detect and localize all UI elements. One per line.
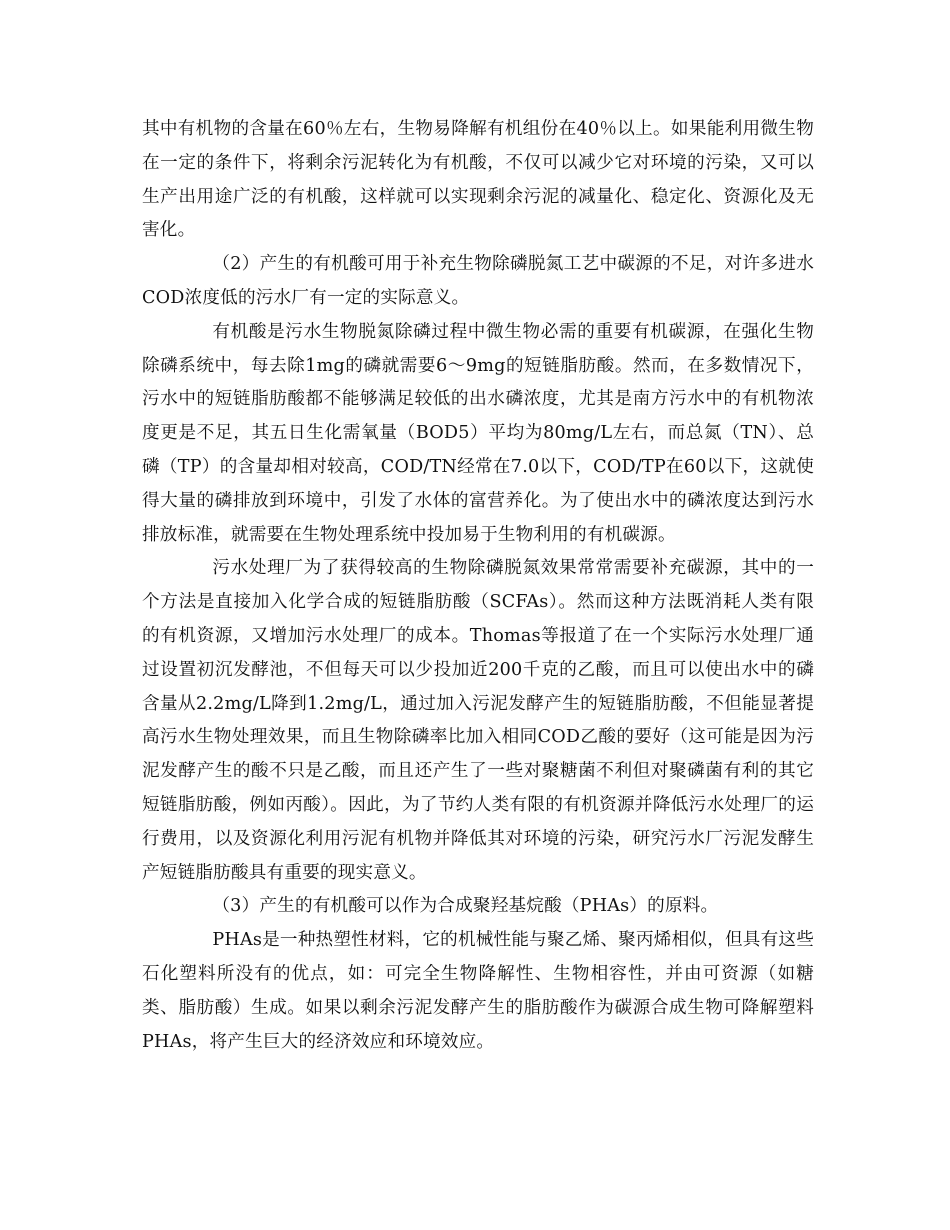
- paragraph-phas: PHAs是一种热塑性材料，它的机械性能与聚乙烯、聚丙烯相似，但具有这些石化塑料所没有的优点，如：可完全生物降解性、生物相容性，并由可资源（如糖类、脂肪酸）生成。如果以剩余污泥发酵产生的脂肪酸作为碳源合成生物可降解塑料PHAs，将产生巨大的经济效应和环境效应。: [142, 930, 814, 1052]
- paragraph-point-2: （2）产生的有机酸可用于补充生物除磷脱氮工艺中碳源的不足，对许多进水COD浓度低的污水厂有一定的实际意义。: [142, 254, 814, 308]
- document-body: [142, 113, 814, 1059]
- paragraph-wastewater-plant-carbon: 污水处理厂为了获得较高的生物除磷脱氮效果常常需要补充碳源，其中的一个方法是直接加入化学合成的短链脂肪酸（SCFAs）。然而这种方法既消耗人类有限的有机资源，又增加污水处理厂的成本。Thomas等报道了在一个实际污水处理厂通过设置初沉发酵池，不但每天可以少投加近200千克的乙酸，而且可以使出水中的磷含量从2.2mg/L降到1.2mg/L，通过加入污泥发酵产生的短链脂肪酸，不但能显著提高污水生物处理效果，而且生物除磷率比加入相同COD乙酸的要好（这可能是因为污泥发酵产生的酸不只是乙酸，而且还产生了一些对聚糖菌不利但对聚磷菌有利的其它短链脂肪酸，例如丙酸）。因此，为了节约人类有限的有机资源并降低污水处理厂的运行费用，以及资源化利用污泥有机物并降低其对环境的污染，研究污水厂污泥发酵生产短链脂肪酸具有重要的现实意义。: [142, 558, 814, 883]
- paragraph-continuation: 其中有机物的含量在60％左右，生物易降解有机组份在40％以上。如果能利用微生物在一定的条件下，将剩余污泥转化为有机酸，不仅可以减少它对环境的污染，又可以生产出用途广泛的有机酸，这样就可以实现剩余污泥的减量化、稳定化、资源化及无害化。: [142, 119, 814, 241]
- paragraph-organic-acid-carbon-source: 有机酸是污水生物脱氮除磷过程中微生物必需的重要有机碳源，在强化生物除磷系统中，每去除1mg的磷就需要6～9mg的短链脂肪酸。然而，在多数情况下，污水中的短链脂肪酸都不能够满足较低的出水磷浓度，尤其是南方污水中的有机物浓度更是不足，其五日生化需氧量（BOD5）平均为80mg/L左右，而总氮（TN）、总磷（TP）的含量却相对较高，COD/TN经常在7.0以下，COD/TP在60以下，这就使得大量的磷排放到环境中，引发了水体的富营养化。为了使出水中的磷浓度达到污水排放标准，就需要在生物处理系统中投加易于生物利用的有机碳源。: [142, 321, 814, 545]
- paragraph-point-3: （3）产生的有机酸可以作为合成聚羟基烷酸（PHAs）的原料。: [212, 896, 719, 917]
